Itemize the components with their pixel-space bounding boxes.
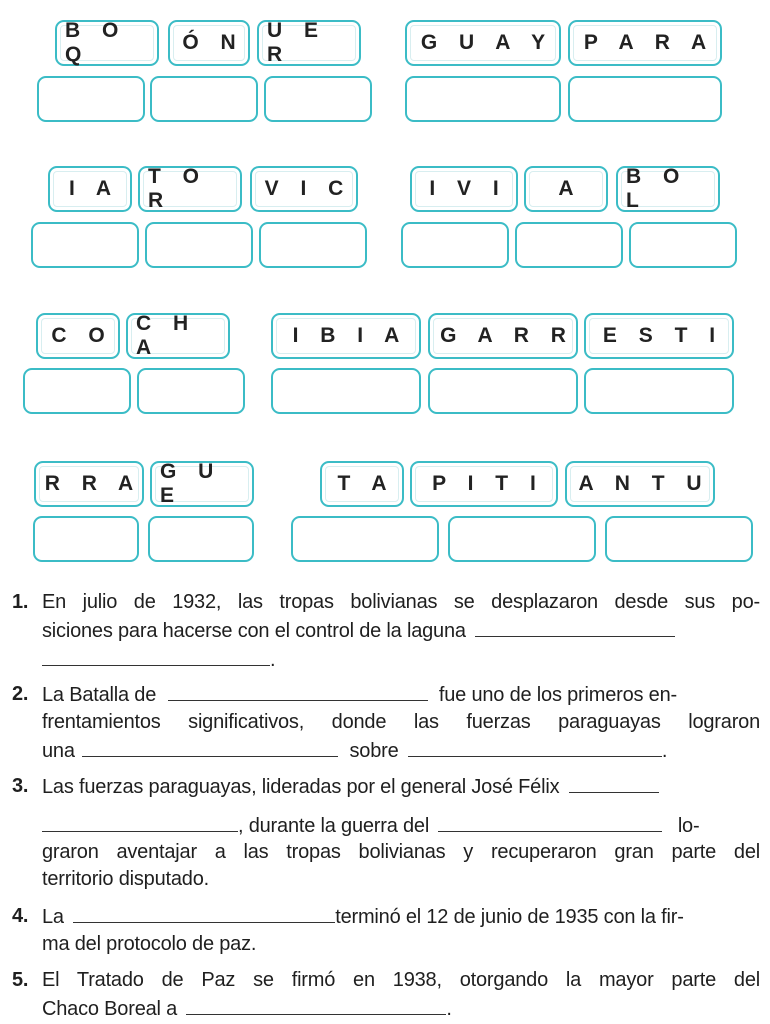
answer-box[interactable] (605, 516, 753, 562)
syllable-tile: G U A Y (405, 20, 561, 66)
question-number: 5. (12, 969, 29, 991)
question-text: territorio disputado. (42, 868, 210, 890)
answer-box[interactable] (629, 222, 737, 268)
answer-box[interactable] (33, 516, 139, 562)
question-text: , durante la guerra del (238, 815, 430, 837)
syllable-tile: P I T I (410, 461, 558, 507)
question-number: 3. (12, 775, 29, 797)
answer-blank[interactable] (42, 811, 238, 832)
answer-box[interactable] (271, 368, 421, 414)
question-4 (12, 902, 760, 960)
answer-box[interactable] (291, 516, 439, 562)
answer-box[interactable] (23, 368, 131, 414)
question-text: En julio de 1932, las tropas bolivianas se desplazaron desde sus po- (42, 591, 760, 613)
answer-box[interactable] (148, 516, 254, 562)
syllable-tile: B O Q (55, 20, 159, 66)
syllable-tile: A (524, 166, 608, 212)
syllable-tile: E S T I (584, 313, 734, 359)
syllable-tile: A N T U (565, 461, 715, 507)
syllable-tile: I A (48, 166, 132, 212)
answer-box[interactable] (264, 76, 372, 122)
question-number: 2. (12, 683, 29, 705)
syllable-tile: G A R R (428, 313, 578, 359)
question-text: siciones para hacerse con el control de la laguna (42, 620, 466, 642)
answer-blank[interactable] (73, 902, 335, 923)
answer-box[interactable] (259, 222, 367, 268)
answer-box[interactable] (31, 222, 139, 268)
answer-box[interactable] (515, 222, 623, 268)
answer-box[interactable] (428, 368, 578, 414)
question-text: Chaco Boreal a (42, 998, 178, 1020)
syllable-tile: T O R (138, 166, 242, 212)
syllable-tile: G U E (150, 461, 254, 507)
question-number: 4. (12, 905, 29, 927)
question-text: El Tratado de Paz se firmó en 1938, otorgando la mayor parte del (42, 969, 760, 991)
question-3 (12, 772, 760, 890)
question-text: graron aventajar a las tropas bolivianas y recuperaron gran parte del (42, 841, 760, 863)
syllable-tile: B O L (616, 166, 720, 212)
question-1 (12, 588, 760, 674)
answer-blank[interactable] (82, 736, 338, 757)
syllable-tile: I V I (410, 166, 518, 212)
question-text: sobre (349, 740, 399, 762)
syllable-tile: Ó N (168, 20, 250, 66)
question-text: terminó el 12 de junio de 1935 con la fir- (335, 906, 684, 928)
question-text: Las fuerzas paraguayas, lideradas por el general José Félix (42, 776, 560, 798)
syllable-tile: R R A (34, 461, 144, 507)
answer-blank[interactable] (569, 772, 659, 793)
question-text: La Batalla de (42, 684, 157, 706)
syllable-tile: U E R (257, 20, 361, 66)
answer-box[interactable] (137, 368, 245, 414)
punctuation: . (661, 740, 668, 762)
punctuation: . (446, 998, 452, 1020)
question-text: fue uno de los primeros en- (438, 684, 677, 706)
question-text: lo- (677, 815, 700, 837)
syllable-tile: P A R A (568, 20, 722, 66)
question-2 (12, 680, 760, 766)
syllable-tile: C O (36, 313, 120, 359)
answer-box[interactable] (37, 76, 145, 122)
question-text: ma del protocolo de paz. (42, 933, 257, 955)
answer-blank[interactable] (42, 645, 270, 666)
answer-box[interactable] (584, 368, 734, 414)
punctuation: . (270, 649, 276, 671)
answer-box[interactable] (405, 76, 561, 122)
answer-box[interactable] (145, 222, 253, 268)
answer-blank[interactable] (438, 811, 662, 832)
answer-blank[interactable] (186, 994, 446, 1015)
answer-blank[interactable] (168, 680, 428, 701)
answer-box[interactable] (448, 516, 596, 562)
syllable-tile: V I C (250, 166, 358, 212)
answer-blank[interactable] (408, 736, 662, 757)
syllable-tile: I B I A (271, 313, 421, 359)
syllable-tile: T A (320, 461, 404, 507)
answer-box[interactable] (150, 76, 258, 122)
question-number: 1. (12, 591, 29, 613)
syllable-tile: C H A (126, 313, 230, 359)
question-text: una (42, 740, 75, 762)
question-text: frentamientos significativos, donde las fuerzas paraguayas lograron (42, 711, 760, 733)
answer-box[interactable] (568, 76, 722, 122)
answer-blank[interactable] (475, 616, 675, 637)
question-text: La (42, 906, 64, 928)
answer-box[interactable] (401, 222, 509, 268)
question-5 (12, 966, 760, 1024)
